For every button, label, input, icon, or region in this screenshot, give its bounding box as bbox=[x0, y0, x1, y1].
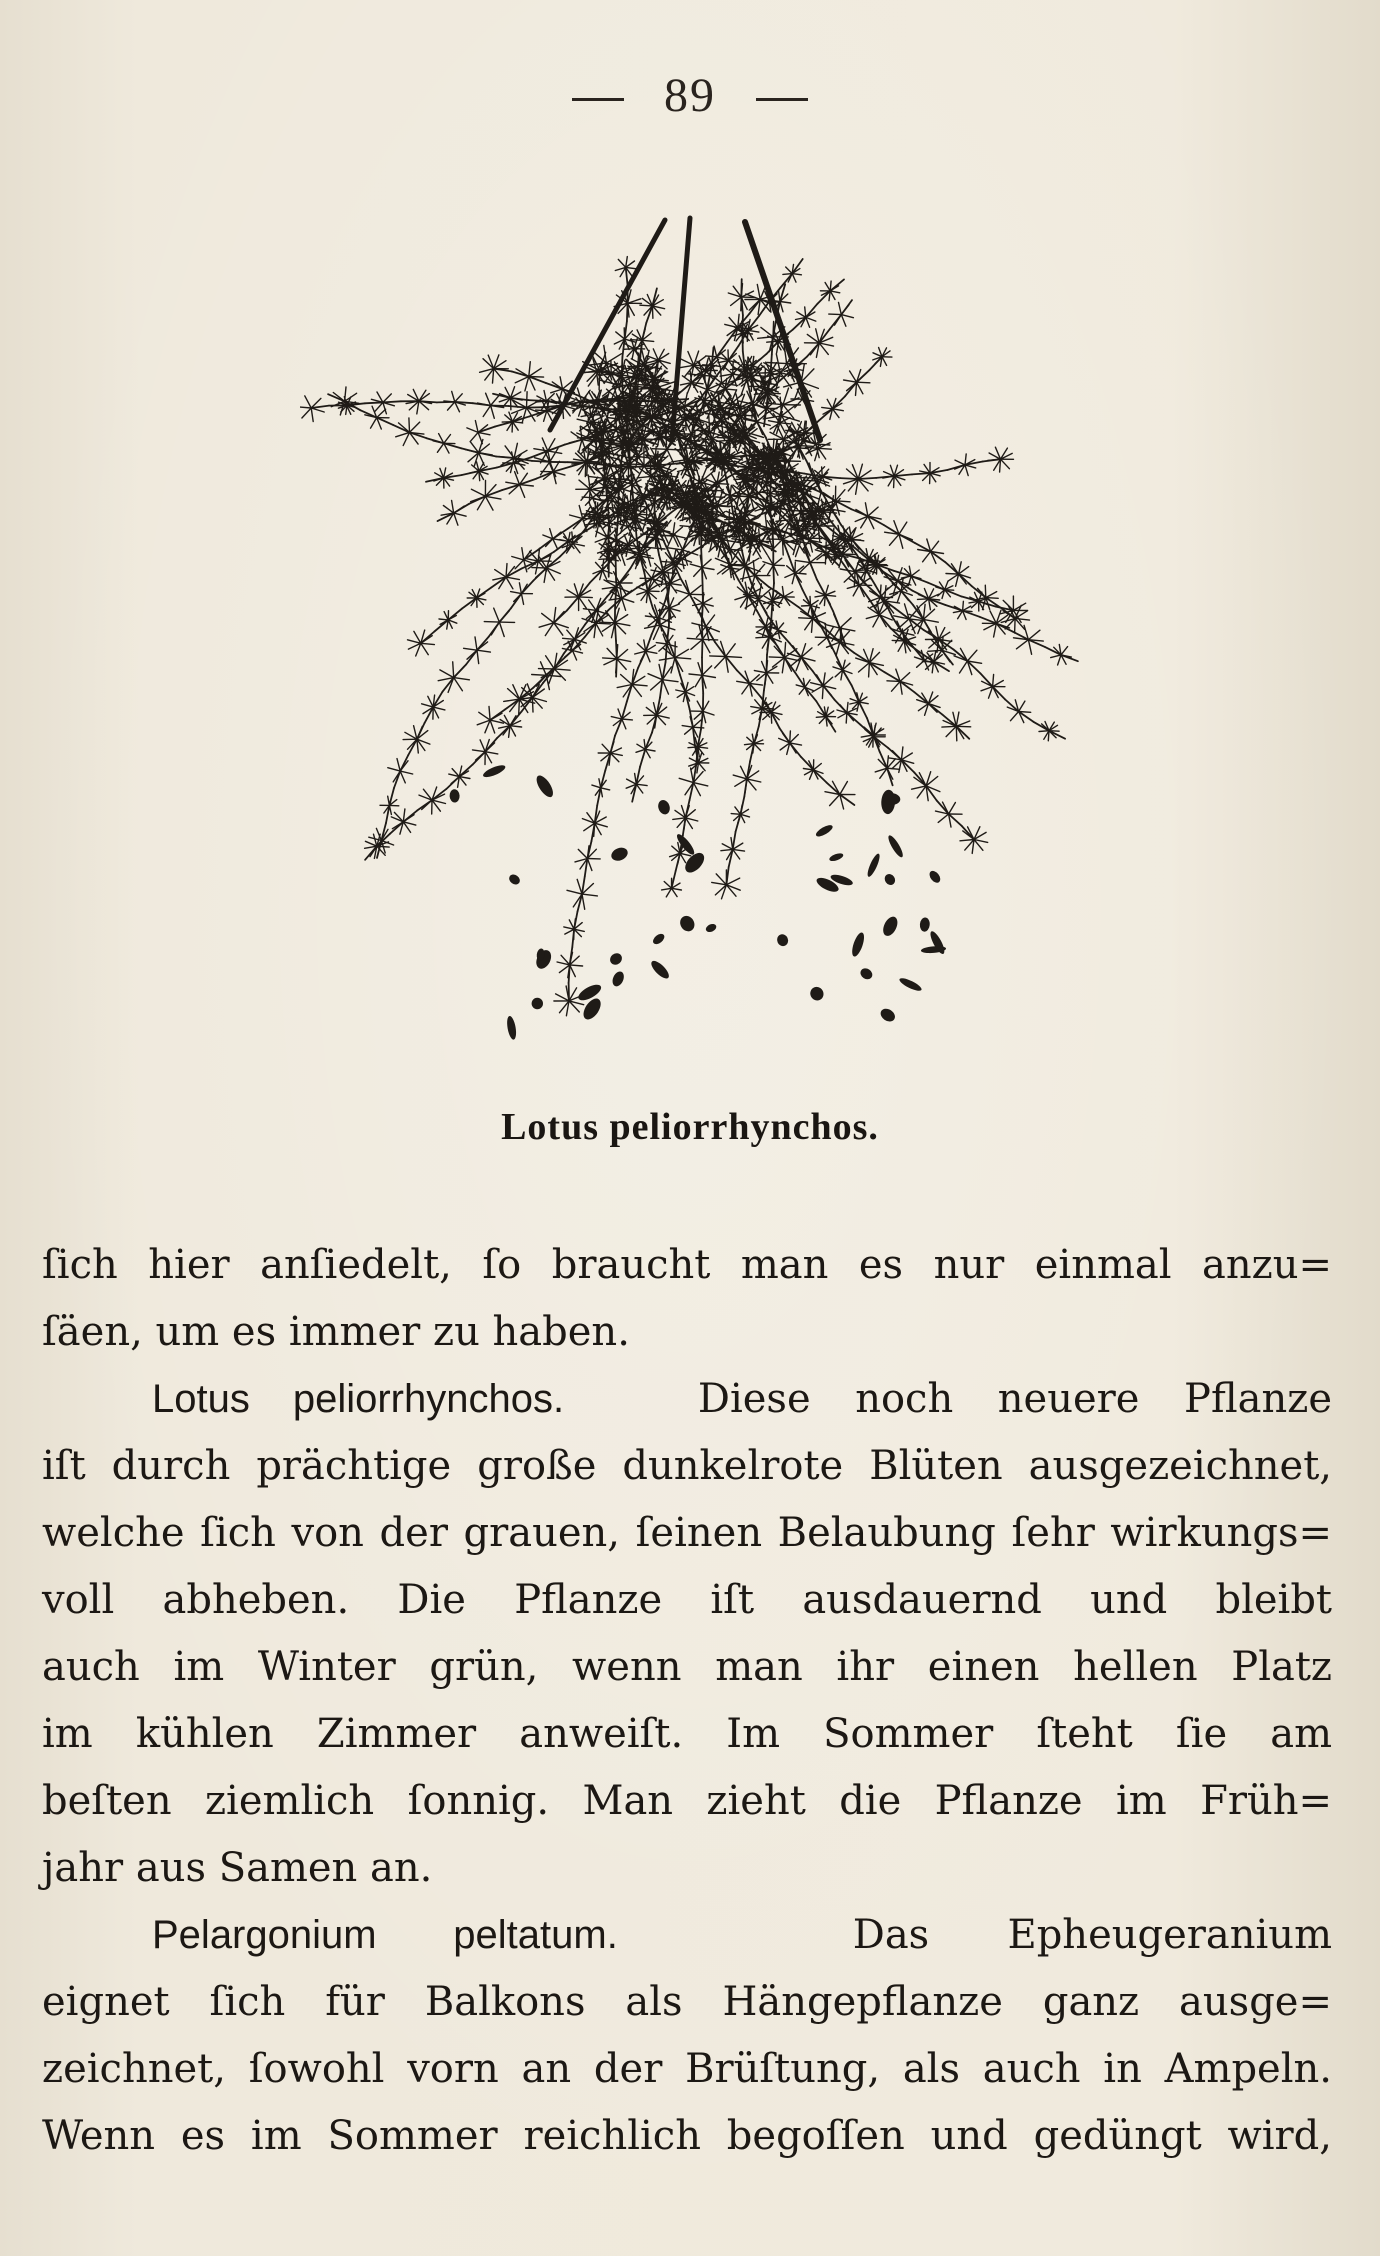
text-line: beſten ziemlich ſonnig. Man zieht die Pflanze im Früh= bbox=[42, 1778, 1332, 1824]
figure-caption: Lotus peliorrhynchos. bbox=[501, 1106, 879, 1148]
text-line: im kühlen Zimmer anweiſt. Im Sommer ſteht ſie am bbox=[42, 1711, 1332, 1757]
text-line: eignet ſich für Balkons als Hängepflanze ganz ausge= bbox=[42, 1979, 1332, 2025]
text-line: auch im Winter grün, wenn man ihr einen hellen Platz bbox=[42, 1644, 1332, 1690]
hanging-plant-engraving-icon bbox=[300, 210, 1090, 1090]
page-number bbox=[0, 68, 1380, 123]
text-line: welche ſich von der grauen, ſeinen Belaubung ſehr wirkungs= bbox=[42, 1510, 1332, 1556]
left-dash bbox=[572, 98, 624, 101]
text-line: ſäen, um es immer zu haben. bbox=[42, 1309, 630, 1355]
text-line: ſich hier anſiedelt, ſo braucht man es nur einmal anzu= bbox=[42, 1242, 1332, 1288]
paragraph-lotus bbox=[42, 1366, 1332, 1433]
species-name: Lotus peliorrhynchos. bbox=[152, 1377, 565, 1421]
text-line: Wenn es im Sommer reichlich begoſſen und gedüngt wird, bbox=[42, 2113, 1332, 2159]
text-line: iſt durch prächtige große dunkelrote Blüten ausgezeichnet, bbox=[42, 1443, 1332, 1489]
page-number-text: 89 bbox=[664, 69, 716, 122]
body-text bbox=[42, 1232, 1332, 2170]
text-line: jahr aus Samen an. bbox=[42, 1845, 433, 1891]
text-line: Diese noch neuere Pflanze bbox=[697, 1376, 1332, 1422]
paragraph-pelargonium bbox=[42, 1902, 1332, 1969]
text-line: Das Epheugeranium bbox=[852, 1912, 1332, 1958]
species-name: Pelargonium peltatum. bbox=[152, 1913, 618, 1957]
text-line: voll abheben. Die Pflanze iſt ausdauernd und bleibt bbox=[42, 1577, 1332, 1623]
right-dash bbox=[756, 98, 808, 101]
text-line: zeichnet, ſowohl vorn an der Brüſtung, als auch in Ampeln. bbox=[42, 2046, 1332, 2092]
